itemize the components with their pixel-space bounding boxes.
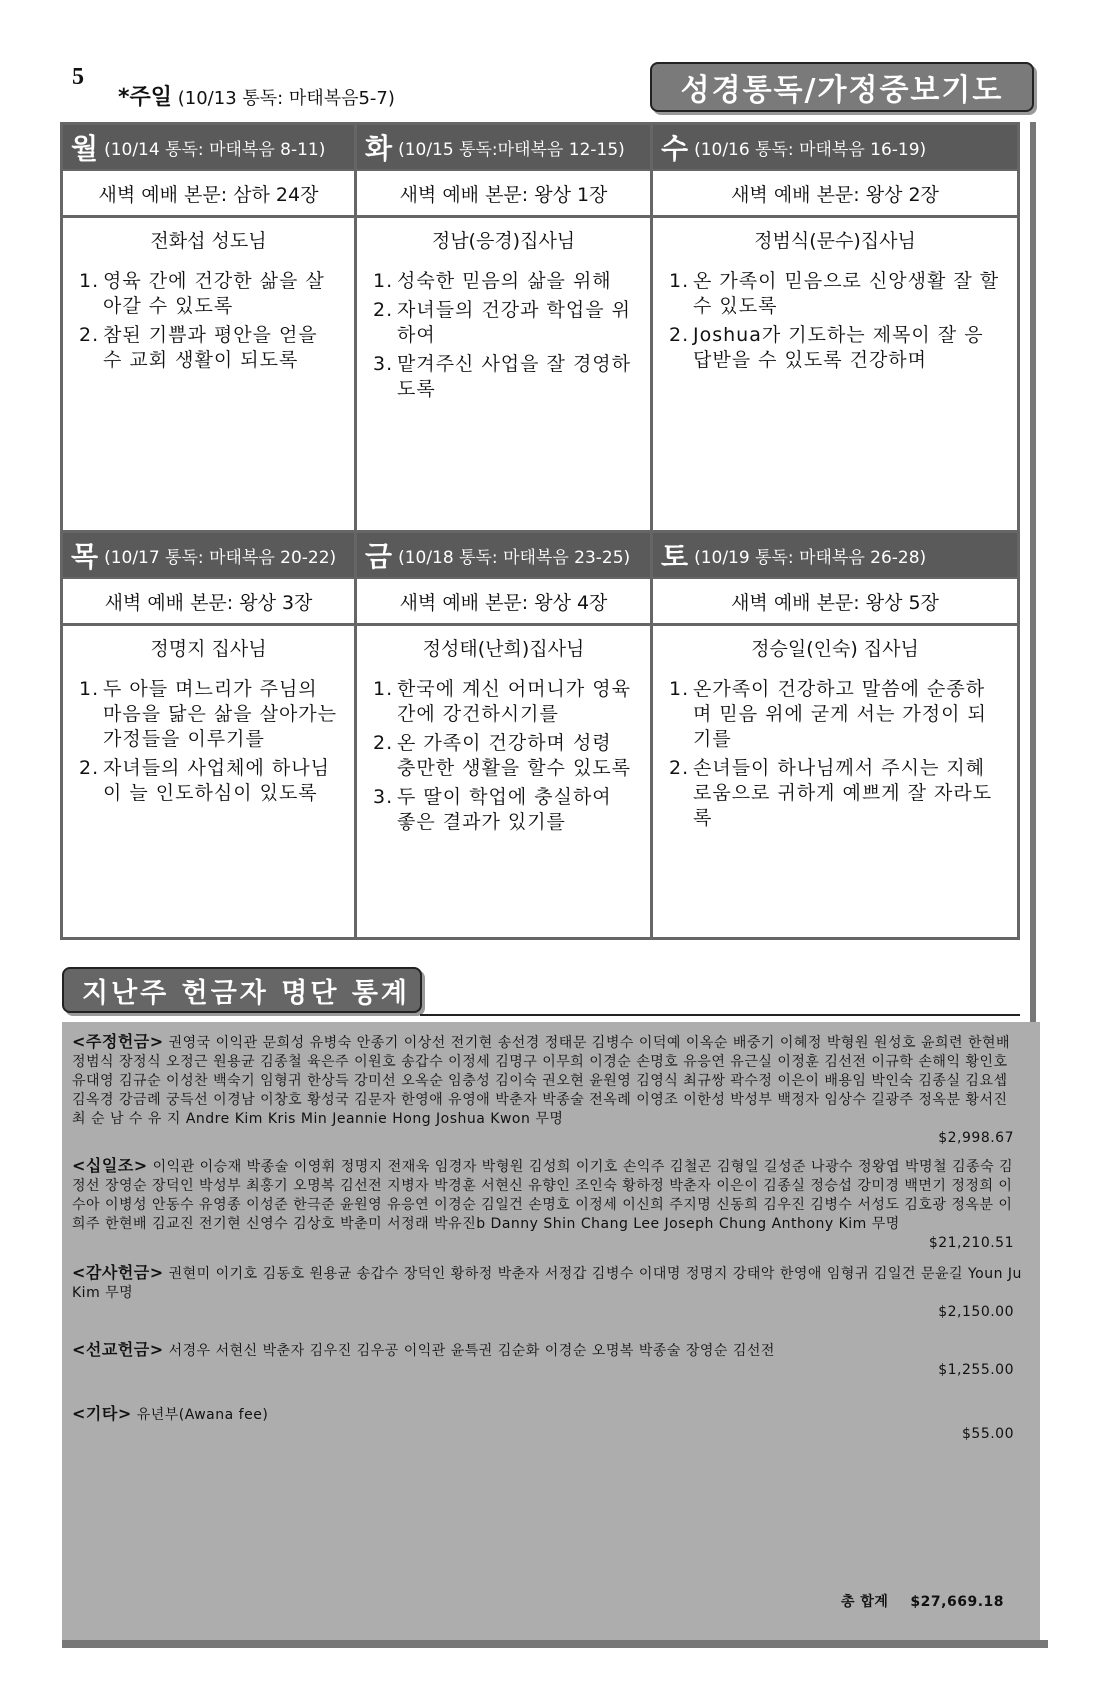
page-title: 성경통독/가정중보기도 [650, 62, 1034, 112]
prayer-number: 1. [669, 678, 690, 700]
day-column [63, 533, 357, 937]
day-name: 화 [365, 132, 393, 165]
prayer-item [669, 756, 1001, 831]
prayer-list [63, 677, 354, 806]
prayer-text: 한국에 계신 어머니가 영육 간에 강건하시기를 [397, 678, 632, 725]
day-name: 토 [661, 540, 689, 573]
day-name: 금 [365, 540, 393, 573]
prayer-item [79, 323, 338, 373]
prayer-person: 정승일(인숙) 집사님 [751, 638, 919, 660]
offering-category [72, 1404, 1024, 1444]
day-column [357, 125, 653, 533]
prayer-text: 온 가족이 믿음으로 신앙생활 잘 할 수 있도록 [693, 270, 1000, 317]
prayer-text: 두 딸이 학업에 충실하여 좋은 결과가 있기를 [397, 786, 612, 833]
offering-section-title: 지난주 헌금자 명단 통계 [62, 967, 422, 1013]
offering-category [72, 1156, 1024, 1253]
prayer-text: 영육 간에 건강한 삶을 살아갈 수 있도록 [103, 270, 325, 317]
prayer-item [79, 756, 338, 806]
sunday-label: *주일 [118, 85, 173, 110]
prayer-number: 1. [79, 678, 100, 700]
offering-names-line [72, 1032, 1024, 1129]
offering-names: 권영국 이익관 문희성 유병숙 안종기 이상선 전기현 송선경 정태문 김병수 이덕예 이옥순 배중기 이혜정 박형원 원성호 윤희련 한현배 정범식 장정식 오정근 원용균 김종철 육은주 이원호 송갑수 이정세 김명구 이무희 이경순 손명호 유응연 유근실 이정훈 김선전 이규학 손해익 황인호 유대영 김규순 이성찬 백숙기 임형귀 한상득 강미선 오옥순 임충성 김이숙 권오현 윤원영 김영식 최규쌍 곽수정 이은이 배용임 박인숙 김종실 김요셉 김옥경 강금례 궁득선 이경남 이창호 황성국 김문자 한영애 유영애 박춘자 박종술 전옥례 이영조 이한성 박성부 백정자 임상수 길광주 정옥분 황서진 최 순 남 수 유 지 Andre Kim Kris Min Jeannie Hong Joshua Kwon 무명 [72, 1035, 1011, 1127]
day-reading: (10/15 통독:마태복음 12-15) [398, 139, 625, 160]
prayer-item [373, 269, 634, 294]
offering-list [62, 1022, 1040, 1640]
prayer-list [653, 677, 1017, 831]
day-column [653, 533, 1017, 937]
prayer-text: 자녀들의 사업체에 하나님이 늘 인도하심이 있도록 [103, 757, 330, 804]
prayer-item [373, 677, 634, 727]
prayer-number: 1. [669, 270, 690, 292]
prayer-number: 2. [373, 299, 394, 321]
prayer-item [669, 677, 1001, 752]
day-header [63, 125, 354, 169]
prayer-number: 1. [373, 270, 394, 292]
offering-category-label: <선교헌금> [72, 1340, 164, 1359]
prayer-item [669, 269, 1001, 319]
prayer-item [669, 323, 1001, 373]
prayer-person: 정성태(난희)집사님 [422, 638, 585, 660]
dawn-scripture: 새벽 예배 본문: 왕상 3장 [63, 577, 354, 626]
offering-amount: $1,255.00 [938, 1362, 1014, 1378]
day-name: 수 [661, 132, 689, 165]
day-column [63, 125, 357, 533]
offering-category-label: <감사헌금> [72, 1263, 164, 1282]
prayer-text: 온가족이 건강하고 말씀에 순종하며 믿음 위에 굳게 서는 가정이 되기를 [693, 678, 987, 750]
offering-category-label: <주정헌금> [72, 1032, 164, 1051]
dawn-scripture: 새벽 예배 본문: 왕상 4장 [357, 577, 650, 626]
offering-category [72, 1032, 1024, 1148]
prayer-list [357, 677, 650, 835]
day-column [357, 533, 653, 937]
day-reading: (10/18 통독: 마태복음 23-25) [398, 547, 631, 568]
day-name: 월 [71, 132, 99, 165]
prayer-text: 맡겨주신 사업을 잘 경영하도록 [397, 353, 632, 400]
day-reading: (10/14 통독: 마태복음 8-11) [104, 139, 326, 160]
day-header [63, 533, 354, 577]
day-header [653, 533, 1017, 577]
total-label: 총 합계 [840, 1594, 889, 1610]
dawn-scripture: 새벽 예배 본문: 왕상 1장 [357, 169, 650, 218]
day-column [653, 125, 1017, 533]
prayer-item [373, 731, 634, 781]
prayer-grid [60, 122, 1020, 940]
offering-names-line [72, 1340, 1024, 1361]
prayer-number: 2. [79, 757, 100, 779]
section-divider [420, 1014, 1020, 1016]
dawn-scripture: 새벽 예배 본문: 삼하 24장 [63, 169, 354, 218]
prayer-number: 2. [669, 757, 690, 779]
offering-names: 이익관 이승재 박종술 이영휘 정명지 전재욱 임경자 박형원 김성희 이기호 손익주 김철곤 김형일 길성준 나광수 정왕엽 박명철 김종숙 김정선 장영순 장덕인 박성부 최홍기 오명복 김선전 지병자 박경훈 서현신 유향인 조인숙 황하정 박춘자 이은이 김종실 정승섭 강미경 백면기 정정희 이수아 이병성 안동수 유영종 이성준 한극준 윤원영 유응연 이경순 김일건 손명호 이정세 이신희 주지명 신동희 김우진 김병수 서성도 김호광 정옥분 이희주 한현배 김교진 전기현 신영수 김상호 박춘미 서정래 박유진b Danny Shin Chang Lee Joseph Chung Anthony Kim 무명 [72, 1159, 1014, 1232]
offering-names: 유년부(Awana fee) [136, 1407, 269, 1423]
day-reading: (10/16 통독: 마태복음 16-19) [694, 139, 927, 160]
offering-amount: $2,998.67 [938, 1130, 1014, 1146]
prayer-text: 참된 기쁨과 평안을 얻을 수 교회 생활이 되도록 [103, 324, 318, 371]
day-reading: (10/19 통독: 마태복음 26-28) [694, 547, 927, 568]
sunday-reading-line [118, 80, 395, 111]
prayer-list [63, 269, 354, 373]
offering-total [841, 1593, 1004, 1612]
prayer-text: Joshua가 기도하는 제목이 잘 응답받을 수 있도록 건강하며 [693, 324, 984, 371]
offering-names: 권현미 이기호 김동호 원용균 송갑수 장덕인 황하정 박춘자 서정갑 김병수 이대명 정명지 강태악 한영애 임형귀 김일건 문윤길 Youn Ju Kim 무명 [72, 1266, 1022, 1301]
prayer-item [373, 298, 634, 348]
prayer-number: 3. [373, 786, 394, 808]
prayer-person: 정범식(문수)집사님 [754, 230, 916, 252]
dawn-scripture: 새벽 예배 본문: 왕상 5장 [653, 577, 1017, 626]
day-reading: (10/17 통독: 마태복음 20-22) [104, 547, 337, 568]
offering-category [72, 1263, 1024, 1322]
prayer-list [357, 269, 650, 402]
prayer-item [373, 785, 634, 835]
prayer-text: 성숙한 믿음의 삶을 위해 [397, 270, 612, 292]
dawn-scripture: 새벽 예배 본문: 왕상 2장 [653, 169, 1017, 218]
prayer-number: 2. [373, 732, 394, 754]
prayer-number: 1. [79, 270, 100, 292]
prayer-number: 2. [669, 324, 690, 346]
total-amount: $27,669.18 [910, 1594, 1004, 1610]
page-number: 5 [72, 64, 84, 90]
prayer-person: 전화섭 성도님 [150, 230, 267, 252]
prayer-list [653, 269, 1017, 373]
prayer-number: 1. [373, 678, 394, 700]
offering-category-label: <십일조> [72, 1156, 148, 1175]
prayer-text: 온 가족이 건강하며 성령 충만한 생활을 할수 있도록 [397, 732, 632, 779]
offering-category-label: <기타> [72, 1404, 132, 1423]
prayer-text: 손녀들이 하나님께서 주시는 지혜로움으로 귀하게 예쁘게 잘 자라도록 [693, 757, 993, 829]
day-header [357, 125, 650, 169]
prayer-text: 두 아들 며느리가 주님의 마음을 닮은 삶을 살아가는 가정들을 이루기를 [103, 678, 338, 750]
offering-category [72, 1340, 1024, 1380]
prayer-person: 정명지 집사님 [150, 638, 267, 660]
prayer-item [373, 352, 634, 402]
offering-names-line [72, 1263, 1024, 1303]
offering-amount: $55.00 [962, 1426, 1014, 1442]
prayer-text: 자녀들의 건강과 학업을 위하여 [397, 299, 632, 346]
offering-amount: $21,210.51 [928, 1235, 1014, 1251]
sunday-reading: (10/13 통독: 마태복음5-7) [177, 88, 395, 109]
offering-amount: $2,150.00 [938, 1304, 1014, 1320]
prayer-person: 정남(응경)집사님 [431, 230, 576, 252]
prayer-number: 2. [79, 324, 100, 346]
prayer-item [79, 269, 338, 319]
prayer-item [79, 677, 338, 752]
day-header [653, 125, 1017, 169]
day-header [357, 533, 650, 577]
day-name: 목 [71, 540, 99, 573]
offering-names-line [72, 1404, 1024, 1425]
offering-names-line [72, 1156, 1024, 1234]
offering-names: 서경우 서현신 박춘자 김우진 김우공 이익관 윤특권 김순화 이경순 오명복 박종술 장영순 김선전 [168, 1343, 775, 1359]
prayer-number: 3. [373, 353, 394, 375]
